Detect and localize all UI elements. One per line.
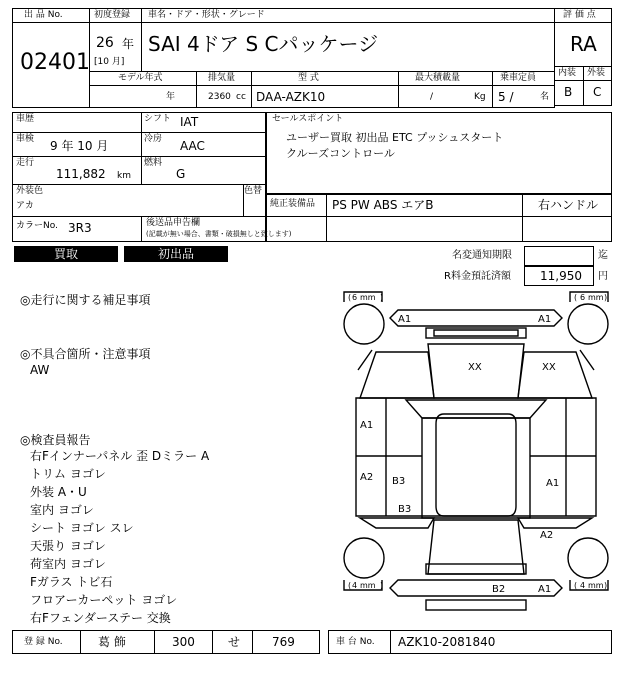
mark-left-front-door-b: B3 — [392, 476, 406, 487]
car-damage-diagram — [340, 288, 612, 624]
lot-label: 出 品 No. — [24, 10, 63, 20]
color-change-label: 色替 — [244, 186, 263, 196]
sales-points-line1: ユーザー買取 初出品 ETC プッシュスタート — [286, 131, 504, 144]
sales-points-line2: クルーズコントロール — [286, 147, 395, 160]
inspector-line: フロアーカーペット ヨゴレ — [30, 593, 178, 607]
displacement-label: 排気量 — [208, 73, 236, 83]
first-reg-month: [10 月] — [94, 57, 125, 67]
svg-text:(: ( — [574, 581, 578, 590]
max-load-value: / — [430, 92, 434, 102]
steering-side: 右ハンドル — [538, 198, 599, 212]
recycle-unit: 円 — [598, 271, 608, 282]
mileage-unit: km — [117, 171, 131, 181]
aircon-value: AAC — [180, 139, 205, 153]
inspector-line: トリム ヨゴレ — [30, 467, 106, 481]
recycle-label: R料金預託済額 — [444, 271, 511, 282]
equipment-label: 純正装備品 — [270, 199, 316, 209]
tire-depth-rl-unit: mm — [360, 581, 376, 590]
tire-depth-fr-unit: mm — [588, 293, 604, 302]
tire-depth-rr-unit: mm — [588, 581, 604, 590]
name-change-label: 名変通知期限 — [452, 250, 512, 261]
displacement-unit: cc — [236, 92, 246, 102]
docs-note: (記載が無い場合、書類・破損無しと致します) — [146, 230, 292, 238]
capacity-unit: 名 — [540, 92, 550, 102]
model-year-unit: 年 — [166, 92, 176, 102]
displacement-value: 2360 — [208, 92, 231, 102]
aircon-label: 冷房 — [144, 134, 163, 144]
defect-notes-value: AW — [30, 363, 50, 377]
tire-depth-fr-value: 6 — [580, 293, 586, 302]
fuel-value: G — [176, 167, 186, 181]
chassis-number: AZK10-2081840 — [398, 635, 496, 649]
interior-grade: B — [564, 85, 573, 99]
inspector-line: 外装 A・U — [30, 485, 87, 499]
registration-region: 葛 飾 — [98, 635, 126, 649]
equipment-items: PS PW ABS エアB — [332, 198, 434, 212]
mileage-label: 走行 — [16, 158, 35, 168]
mark-hood-right: XX — [542, 362, 556, 373]
registration-kana: せ — [228, 635, 241, 649]
sales-points-label: セールスポイント — [272, 114, 344, 124]
fuel-label: 燃料 — [144, 158, 163, 168]
inspection-value: 9 年 10 月 — [50, 139, 109, 153]
tire-depth-fl: ( — [348, 293, 352, 302]
lot-number: 02401 — [20, 50, 90, 75]
max-load-label: 最大積載量 — [415, 73, 461, 83]
shift-label: シフト — [144, 114, 172, 124]
mark-front-bumper-left: A1 — [398, 314, 412, 325]
exterior-grade: C — [593, 85, 602, 99]
interior-grade-label: 内装 — [558, 68, 577, 78]
overall-grade: RA — [570, 32, 597, 56]
badge-first-listing: 初出品 — [124, 246, 228, 262]
registration-number: 769 — [272, 635, 295, 649]
first-reg-year: 26 — [96, 35, 114, 51]
registration-class: 300 — [172, 635, 195, 649]
inspector-line: 右Fインナーパネル 歪 Dミラー A — [30, 449, 210, 463]
mark-right-front-door: A1 — [546, 478, 560, 489]
mark-left-rear-door: B3 — [398, 504, 412, 515]
mark-hood-left: XX — [468, 362, 482, 373]
max-load-unit: Kg — [474, 92, 486, 102]
model-year-label: モデル年式 — [118, 73, 163, 83]
capacity-label: 乗車定員 — [500, 73, 537, 83]
capacity-value: 5 / — [498, 90, 514, 104]
mark-rear-bumper: B2 — [492, 584, 506, 595]
mark-left-front-door: A2 — [360, 472, 374, 483]
svg-text:(: ( — [574, 293, 578, 302]
docs-label: 後送品申告欄 — [146, 218, 201, 228]
color-no-label: カラーNo. — [16, 221, 58, 231]
chassis-label: 車 台 No. — [336, 637, 375, 647]
inspector-line: 荷室内 ヨゴレ — [30, 557, 106, 571]
mark-rear-bumper-right: A1 — [538, 584, 552, 595]
name-change-box — [524, 246, 594, 266]
svg-text:): ) — [604, 581, 608, 590]
svg-text:): ) — [380, 293, 384, 302]
defect-notes-title: ◎不具合箇所・注意事項 — [20, 347, 151, 361]
tire-depth-rl-value: 4 — [352, 581, 358, 590]
svg-text:(: ( — [348, 581, 352, 590]
ext-color-value: アカ — [16, 201, 34, 211]
mileage-value: 111,882 — [56, 167, 106, 181]
year-unit: 年 — [122, 37, 135, 51]
car-name: SAI 4ドア S Cパッケージ — [148, 32, 379, 56]
svg-text:): ) — [380, 581, 384, 590]
tire-depth-rr-value: 4 — [580, 581, 586, 590]
inspector-line: シート ヨゴレ スレ — [30, 521, 134, 535]
first-reg-label: 初度登録 — [94, 10, 131, 20]
model-code-label: 型 式 — [298, 73, 319, 83]
grade-label: 評 価 点 — [563, 10, 596, 20]
inspector-line: Fガラス トビ石 — [30, 575, 113, 589]
car-name-label: 車名・ドア・形状・グレード — [148, 10, 265, 20]
mark-front-bumper-right: A1 — [538, 314, 552, 325]
inspector-report-title: ◎検査員報告 — [20, 433, 91, 447]
color-no-value: 3R3 — [68, 221, 92, 235]
inspection-label: 車検 — [16, 134, 35, 144]
badge-purchase: 買取 — [14, 246, 118, 262]
name-change-unit: 迄 — [598, 250, 608, 261]
driving-notes-title: ◎走行に関する補足事項 — [20, 293, 151, 307]
exterior-grade-label: 外装 — [587, 68, 606, 78]
inspector-line: 右Fフェンダーステー 交換 — [30, 611, 171, 625]
shift-value: IAT — [180, 115, 199, 129]
recycle-value: 11,950 — [540, 269, 582, 283]
tire-depth-fl-unit: mm — [360, 293, 376, 302]
ext-color-label: 外装色 — [16, 186, 44, 196]
mark-left-fender: A1 — [360, 420, 374, 431]
tire-depth-fl-value: 6 — [352, 293, 358, 302]
svg-text:): ) — [604, 293, 608, 302]
inspector-line: 室内 ヨゴレ — [30, 503, 94, 517]
mark-right-rear-door: A2 — [540, 530, 554, 541]
history-label: 車歴 — [16, 114, 35, 124]
model-code: DAA-AZK10 — [256, 90, 326, 104]
inspector-line: 天張り ヨゴレ — [30, 539, 106, 553]
registration-label: 登 録 No. — [24, 637, 63, 647]
